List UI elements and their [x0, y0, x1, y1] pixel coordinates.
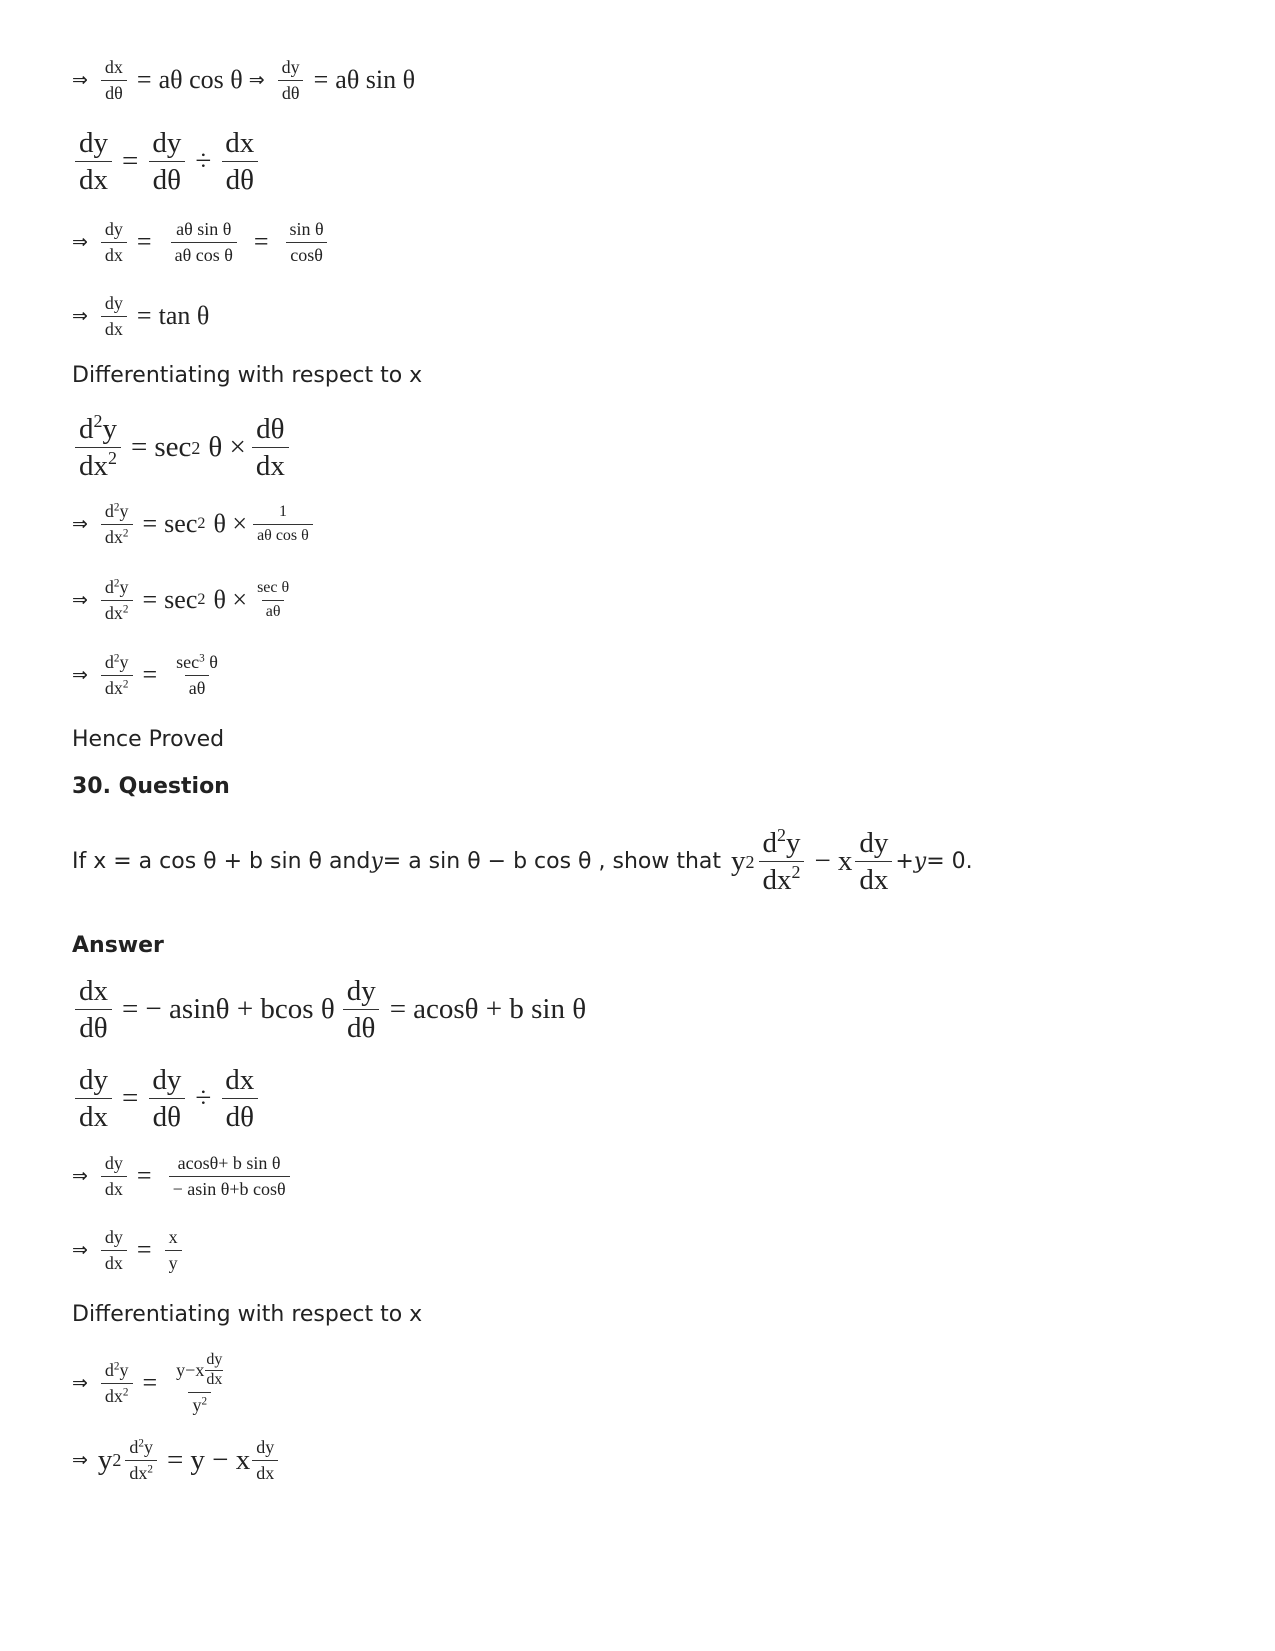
- fraction: y−x $\frac{dy}{dx}$ $y^2$: [176, 1351, 223, 1415]
- eq-sec-cubed: ⇒ $\frac{d^2y}{dx^2}$ = $\frac{\sec^3 \theta}{a\theta}$: [72, 653, 225, 698]
- implies-symbol: ⇒: [72, 513, 88, 536]
- fraction: $\frac{d^2y}{dx^2}$: [101, 1361, 133, 1406]
- fraction: $\frac{dy}{d\theta}$: [148, 1065, 185, 1133]
- answer-heading: Answer: [72, 933, 164, 958]
- fraction: $\frac{dy}{dx}$: [101, 1154, 127, 1199]
- fraction: $\frac{dy}{d\theta}$: [343, 976, 380, 1044]
- fraction: $\frac{1}{\text{aθ cos θ}}$: [253, 504, 313, 545]
- implies-symbol: ⇒: [72, 1372, 88, 1395]
- fraction: $\frac{\text{acosθ+ b sin θ}}{\text{− asin θ+b cosθ}}$: [169, 1154, 290, 1199]
- fraction: $\frac{d^2y}{dx^2}$: [101, 578, 133, 623]
- implies-symbol: ⇒: [72, 664, 88, 687]
- fraction: $\frac{dy}{dx}$: [75, 1065, 112, 1133]
- fraction: $\frac{d^2y}{dx^2}$: [759, 828, 805, 896]
- question-formula: y 2 $\frac{d^2y}{dx^2}$ − x $\frac{dy}{dx}$: [731, 828, 895, 896]
- fraction: $\frac{d^2y}{dx^2}$: [101, 502, 133, 547]
- implies-symbol: ⇒: [72, 1239, 88, 1262]
- fraction: $\frac{\text{aθ sin θ}}{\text{aθ cos θ}}$: [171, 220, 237, 265]
- eq-sec-over-a-theta: ⇒ $\frac{d^2y}{dx^2}$ = sec 2 θ × $\frac{\text{sec θ}}{a\theta}$: [72, 578, 296, 623]
- fraction: $\frac{dy}{dx}$: [101, 220, 127, 265]
- eq-chain-rule: $\frac{dy}{dx}$ = $\frac{dy}{d\theta}$ ÷ $\frac{dx}{d\theta}$: [72, 128, 261, 196]
- fraction: $\frac{\text{sec θ}}{a\theta}$: [257, 579, 290, 620]
- eq-second-derivative: $\frac{d^2y}{dx^2}$ = sec 2 θ × $\frac{d\theta}{dx}$: [72, 414, 292, 482]
- eq2-final: ⇒ y 2 $\frac{d^2y}{dx^2}$ = y − x $\frac{dy}{dx}$: [72, 1438, 281, 1483]
- eq-ratio: ⇒ $\frac{dy}{dx}$ = $\frac{\text{aθ sin θ}}{\text{aθ cos θ}}$ = $\frac{\text{sin θ}}{\cos\theta}$: [72, 220, 331, 265]
- fraction: $\frac{dx}{d\theta}$: [221, 1065, 258, 1133]
- hence-proved-text: Hence Proved: [72, 727, 225, 752]
- eq-tan: ⇒ $\frac{dy}{dx}$ = tan θ: [72, 293, 210, 339]
- fraction: $\frac{x}{y}$: [165, 1228, 182, 1273]
- eq2-second-derivative: ⇒ $\frac{d^2y}{dx^2}$ = y−x $\frac{dy}{dx}$ $y^2$: [72, 1352, 230, 1414]
- fraction: $\frac{dy}{d\theta}$: [278, 58, 304, 103]
- implies-symbol: ⇒: [72, 1165, 88, 1188]
- implies-symbol: ⇒: [72, 69, 88, 92]
- implies-symbol: ⇒: [248, 69, 265, 92]
- eq2-ratio: ⇒ $\frac{dy}{dx}$ = $\frac{\text{acosθ+ b sin θ}}{\text{− asin θ+b cosθ}}$: [72, 1154, 293, 1199]
- fraction: $\frac{dy}{dx}$: [101, 1228, 127, 1273]
- implies-symbol: ⇒: [72, 305, 88, 328]
- fraction: $\frac{\sec^3 \theta}{a\theta}$: [176, 652, 218, 698]
- question-heading: 30. Question: [72, 774, 230, 799]
- eq-sec-over-cos: ⇒ $\frac{d^2y}{dx^2}$ = sec 2 θ × $\frac{1}{\text{aθ cos θ}}$: [72, 502, 316, 547]
- implies-symbol: ⇒: [72, 589, 88, 612]
- eq-dx-dtheta: ⇒ $\frac{dx}{d\theta}$ = aθ cos θ ⇒ $\frac{dy}{d\theta}$ = aθ sin θ: [72, 57, 416, 103]
- fraction: $\frac{dy}{dx}$: [252, 1438, 278, 1483]
- eq2-chain-rule: $\frac{dy}{dx}$ = $\frac{dy}{d\theta}$ ÷ $\frac{dx}{d\theta}$: [72, 1065, 261, 1133]
- fraction: $\frac{dx}{d\theta}$: [221, 128, 258, 196]
- implies-symbol: ⇒: [72, 1449, 88, 1472]
- fraction: $\frac{d\theta}{dx}$: [252, 414, 289, 482]
- fraction: $\frac{dy}{dx}$: [101, 294, 127, 339]
- fraction: $\frac{dy}{dx}$: [855, 828, 892, 896]
- eq2-x-over-y: ⇒ $\frac{dy}{dx}$ = $\frac{x}{y}$: [72, 1228, 185, 1273]
- fraction: $\frac{d^2y}{dx^2}$: [125, 1438, 157, 1483]
- eq2-derivatives: $\frac{dx}{d\theta}$ = − asinθ + bcos θ $\frac{dy}{d\theta}$ = acosθ + b sin θ: [72, 976, 586, 1044]
- implies-symbol: ⇒: [72, 231, 88, 254]
- fraction: $\frac{\text{sin θ}}{\cos\theta}$: [286, 220, 328, 265]
- differentiating-text-2: Differentiating with respect to x: [72, 1302, 423, 1327]
- question-statement: If x = a cos θ + b sin θ and y = a sin θ − b cos θ , show that y 2 $\frac{d^2y}{dx^2}$ − x $\frac{dy}{dx}$ + y = 0.: [72, 825, 973, 897]
- fraction: $\frac{d^2y}{dx^2}$: [75, 414, 121, 482]
- fraction: $\frac{dy}{dx}$: [75, 128, 112, 196]
- fraction: $\frac{dx}{d\theta}$: [75, 976, 112, 1044]
- differentiating-text: Differentiating with respect to x: [72, 363, 423, 388]
- fraction: $\frac{dx}{d\theta}$: [101, 58, 127, 103]
- fraction: $\frac{dy}{d\theta}$: [148, 128, 185, 196]
- fraction: $\frac{d^2y}{dx^2}$: [101, 653, 133, 698]
